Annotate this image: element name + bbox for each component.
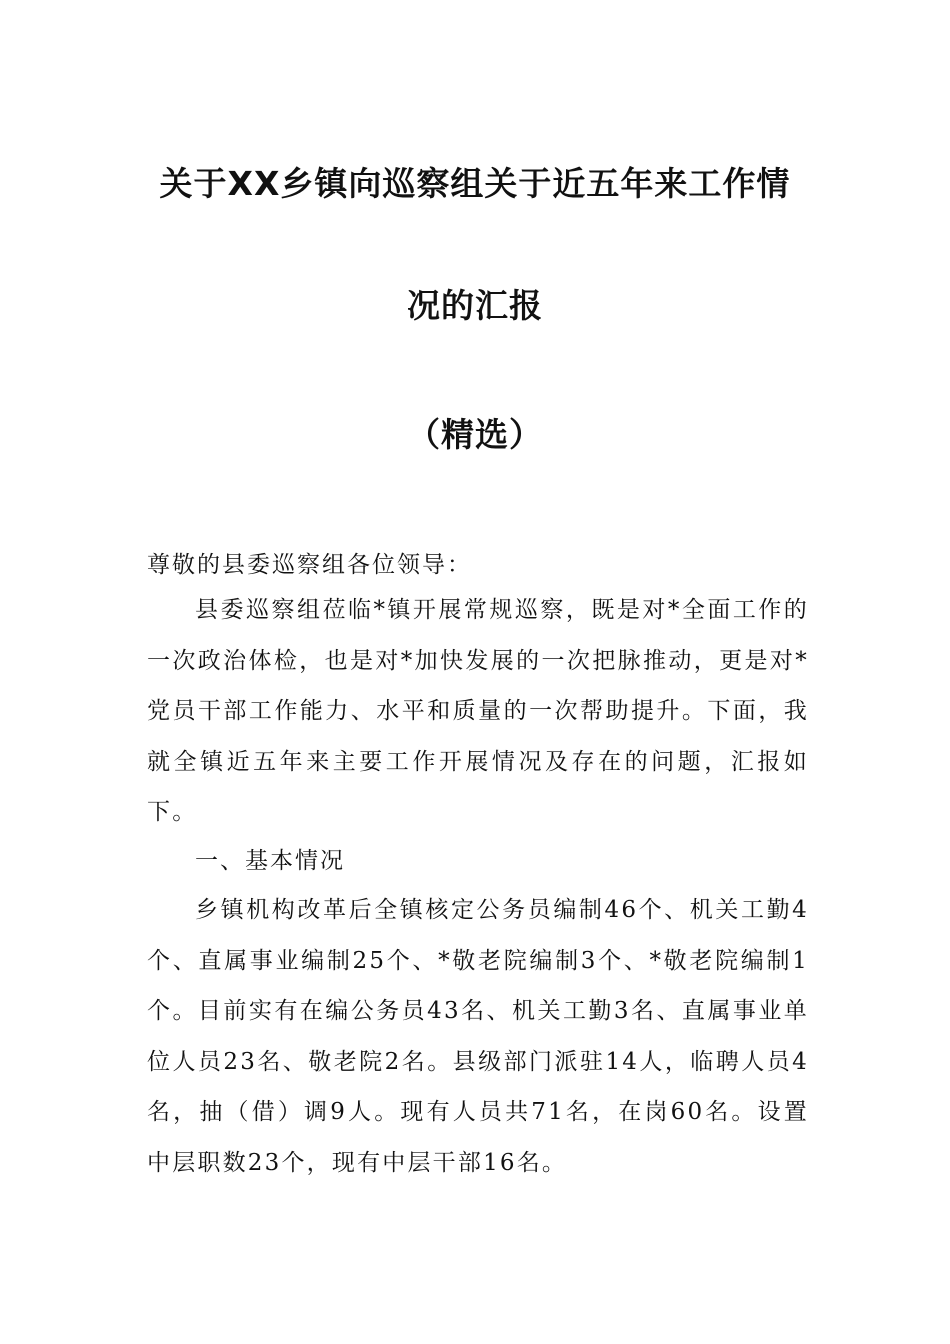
intro-paragraph: 县委巡察组莅临*镇开展常规巡察，既是对*全面工作的一次政治体检，也是对*加快发展的一次把脉推动，更是对*党员干部工作能力、水平和质量的一次帮助提升。下面，我就全镇近五年来主要工作开展情况及存在的问题，汇报如下。 (147, 597, 809, 825)
document-title-line-2: 况的汇报 (407, 286, 543, 325)
document-subtitle: （精选） (407, 415, 543, 454)
basic-info-paragraph: 乡镇机构改革后全镇核定公务员编制46个、机关工勤4个、直属事业编制25个、*敬老院编制3个、*敬老院编制1个。目前实有在编公务员43名、机关工勤3名、直属事业单位人员23名、敬老院2名。县级部门派驻14人，临聘人员4名，抽（借）调9人。现有人员共71名，在岗60名。设置中层职数23个，现有中层干部16名。 (147, 897, 809, 1176)
section-heading-basic-info: 一、基本情况 (195, 848, 345, 874)
salutation: 尊敬的县委巡察组各位领导： (147, 552, 472, 578)
document-title-line-1: 关于XX乡镇向巡察组关于近五年来工作情 (159, 164, 791, 203)
